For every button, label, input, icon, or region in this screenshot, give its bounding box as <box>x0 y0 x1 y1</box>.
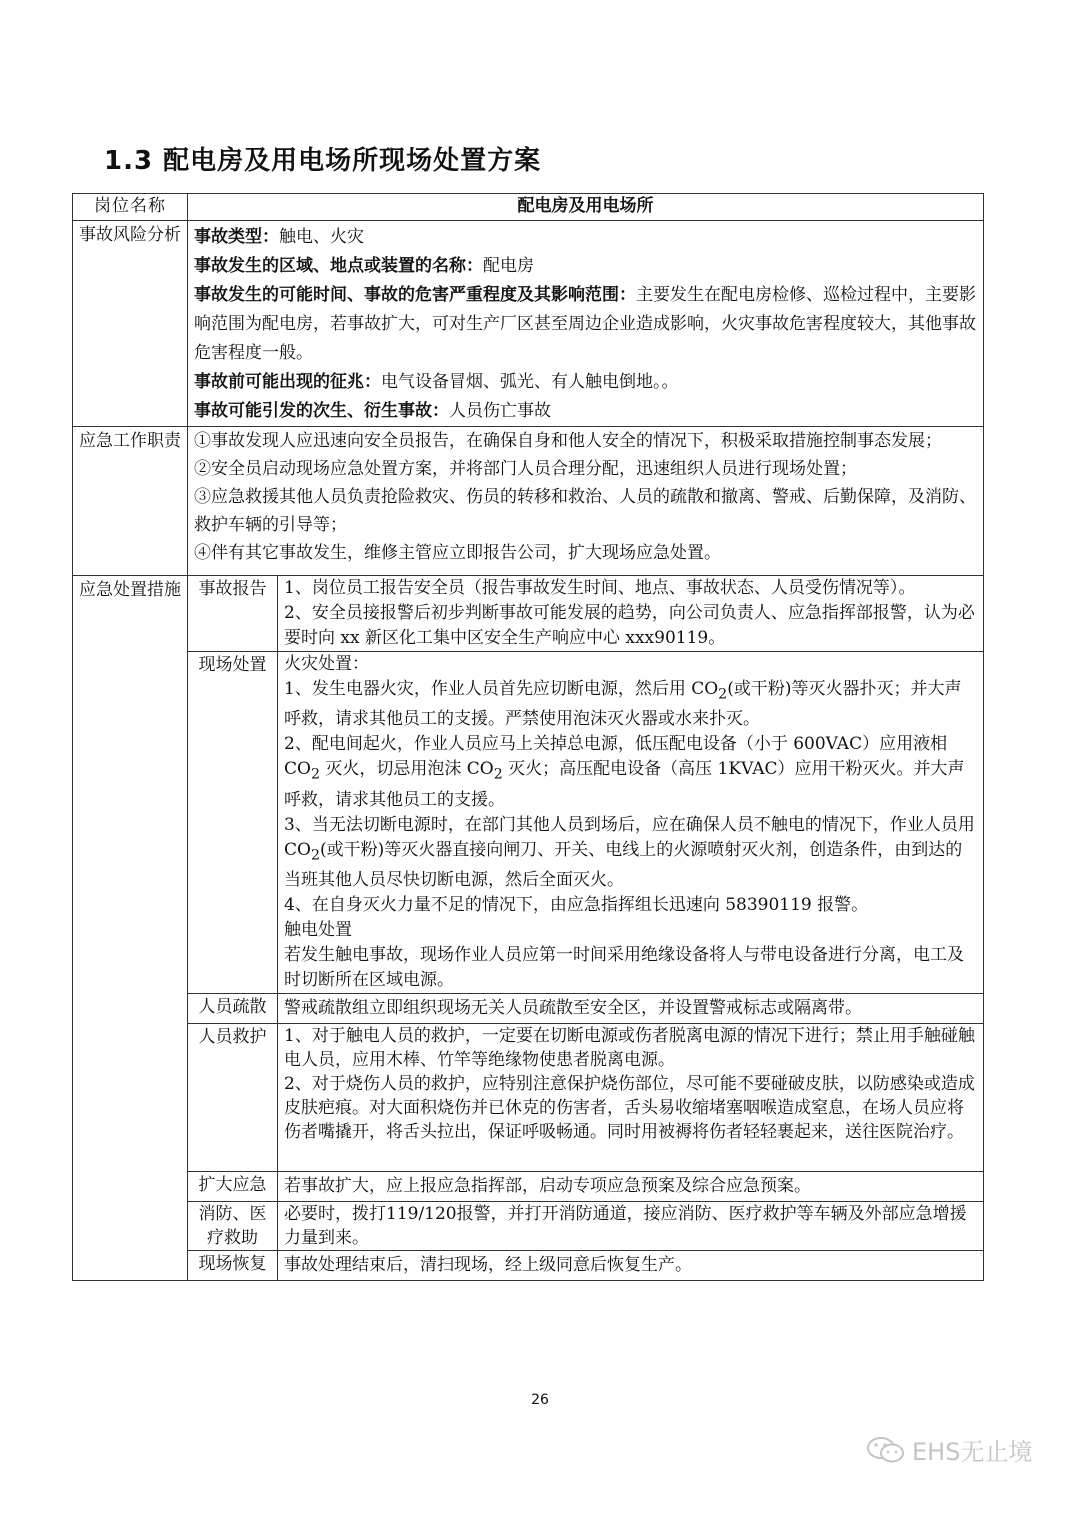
evacuate-content: 警戒疏散组立即组织现场无关人员疏散至安全区，并设置警戒标志或隔离带。 <box>278 994 984 1024</box>
table-header-row <box>73 194 984 221</box>
fire-title: 火灾处置： <box>284 654 369 674</box>
shock-title: 触电处置 <box>284 920 352 941</box>
duty-row <box>73 427 984 576</box>
watermark <box>866 1432 1032 1467</box>
duty-label: 应急工作职责 <box>73 427 188 576</box>
expand-row <box>73 1172 984 1202</box>
recover-label: 现场恢复 <box>188 1251 278 1281</box>
risk-item: 事故发生的区域、地点或装置的名称：配电房 <box>194 256 534 276</box>
watermark-text: EHS无止境 <box>912 1438 1033 1466</box>
rescue-line: 2、对于烧伤人员的救护，应特别注意保护烧伤部位，尽可能不要碰破皮肤，以防感染或造成皮肤疤痕。对大面积烧伤并已休克的伤害者，舌头易收缩堵塞咽喉造成窒息，在场人员应将伤者嘴撬开，将舌头拉出，保证呼吸畅通。同时用被褥将伤者轻轻裹起来，送往医院治疗。 <box>284 1074 975 1143</box>
fire-step: 4、在自身灭火力量不足的情况下，由应急指挥组长迅速向 58390119 报警。 <box>284 895 869 916</box>
expand-content: 若事故扩大，应上报应急指挥部，启动专项应急预案及综合应急预案。 <box>278 1172 984 1202</box>
expand-label: 扩大应急 <box>188 1172 278 1202</box>
fire-medical-content: 必要时，拨打119/120报警，并打开消防通道，接应消防、医疗救护等车辆及外部应急增援力量到来。 <box>278 1202 984 1251</box>
page-number: 26 <box>531 1392 549 1408</box>
rescue-content <box>278 1024 984 1172</box>
shock-step: 若发生触电事故，现场作业人员应第一时间采用绝缘设备将人与带电设备进行分离，电工及时切断所在区域电源。 <box>284 945 964 991</box>
recover-row <box>73 1251 984 1281</box>
fire-medical-label: 消防、医疗救助 <box>188 1202 278 1251</box>
rescue-row <box>73 1024 984 1172</box>
report-line: 2、安全员接报警后初步判断事故可能发展的趋势，向公司负责人、应急指挥部报警，认为必要时向 xx 新区化工集中区安全生产响应中心 xxx90119。 <box>284 603 975 648</box>
page-title: 1.3 配电房及用电场所现场处置方案 <box>104 146 542 176</box>
report-content <box>278 576 984 652</box>
duty-item: ②安全员启动现场应急处置方案，并将部门人员合理分配，迅速组织人员进行现场处置； <box>194 459 857 479</box>
duty-content <box>188 427 984 576</box>
risk-item: 事故发生的可能时间、事故的危害严重程度及其影响范围：主要发生在配电房检修、巡检过程中，主要影响范围为配电房，若事故扩大，可对生产厂区甚至周边企业造成影响，火灾事故危害程度较大，其他事故危害程度一般。 <box>194 285 976 363</box>
evacuate-label: 人员疏散 <box>188 994 278 1024</box>
measures-label: 应急处置措施 <box>73 576 188 1281</box>
onsite-content <box>278 652 984 994</box>
fire-step: 1、发生电器火灾，作业人员首先应切断电源，然后用 $CO_2$(或干粉)等灭火器扑灭；并大声呼救，请求其他员工的支援。严禁使用泡沫灭火器或水来扑灭。 <box>284 679 962 730</box>
evacuate-row <box>73 994 984 1024</box>
rescue-line: 1、对于触电人员的救护，一定要在切断电源或伤者脱离电源的情况下进行；禁止用手触碰触电人员，应用木棒、竹竿等绝缘物使患者脱离电源。 <box>284 1026 975 1071</box>
position-value-cell: 配电房及用电场所 <box>188 194 984 221</box>
duty-item: ④伴有其它事故发生，维修主管应立即报告公司，扩大现场应急处置。 <box>194 543 721 563</box>
report-row <box>73 576 984 652</box>
onsite-row <box>73 652 984 994</box>
duty-item: ③应急救援其他人员负责抢险救灾、伤员的转移和救治、人员的疏散和撤离、警戒、后勤保障，及消防、救护车辆的引导等； <box>194 487 976 535</box>
risk-item: 事故前可能出现的征兆：电气设备冒烟、弧光、有人触电倒地。。 <box>194 372 679 392</box>
plan-table <box>72 193 984 1281</box>
wechat-icon <box>866 1436 906 1464</box>
recover-content: 事故处理结束后，清扫现场，经上级同意后恢复生产。 <box>278 1251 984 1281</box>
report-line: 1、岗位员工报告安全员（报告事故发生时间、地点、事故状态、人员受伤情况等）。 <box>284 578 916 598</box>
fire-step: 3、当无法切断电源时，在部门其他人员到场后，应在确保人员不触电的情况下，作业人员用 $CO_2$(或干粉)等灭火器直接向闸刀、开关、电线上的火源喷射灭火剂，创造条件，由到达的当班其他人员尽快切断电源，然后全面灭火。 <box>284 814 975 891</box>
duty-item: ①事故发现人应迅速向安全员报告，在确保自身和他人安全的情况下，积极采取措施控制事态发展； <box>194 431 942 451</box>
risk-content <box>188 221 984 427</box>
risk-row <box>73 221 984 427</box>
fire-medical-row <box>73 1202 984 1251</box>
fire-step: 2、配电间起火，作业人员应马上关掉总电源，低压配电设备（小于 600VAC）应用液相 $CO_2$ 灭火，切忌用泡沫 $CO_2$ 灭火；高压配电设备（高压 1KVAC）应用干粉灭火。并大声呼救，请求其他员工的支援。 <box>284 734 965 810</box>
risk-label: 事故风险分析 <box>73 221 188 427</box>
risk-item: 事故可能引发的次生、衍生事故：人员伤亡事故 <box>194 401 551 421</box>
rescue-label: 人员救护 <box>188 1024 278 1172</box>
risk-item: 事故类型：触电、火灾 <box>194 227 364 247</box>
report-label: 事故报告 <box>188 576 278 652</box>
onsite-label: 现场处置 <box>188 652 278 994</box>
position-label-cell: 岗位名称 <box>73 194 188 221</box>
